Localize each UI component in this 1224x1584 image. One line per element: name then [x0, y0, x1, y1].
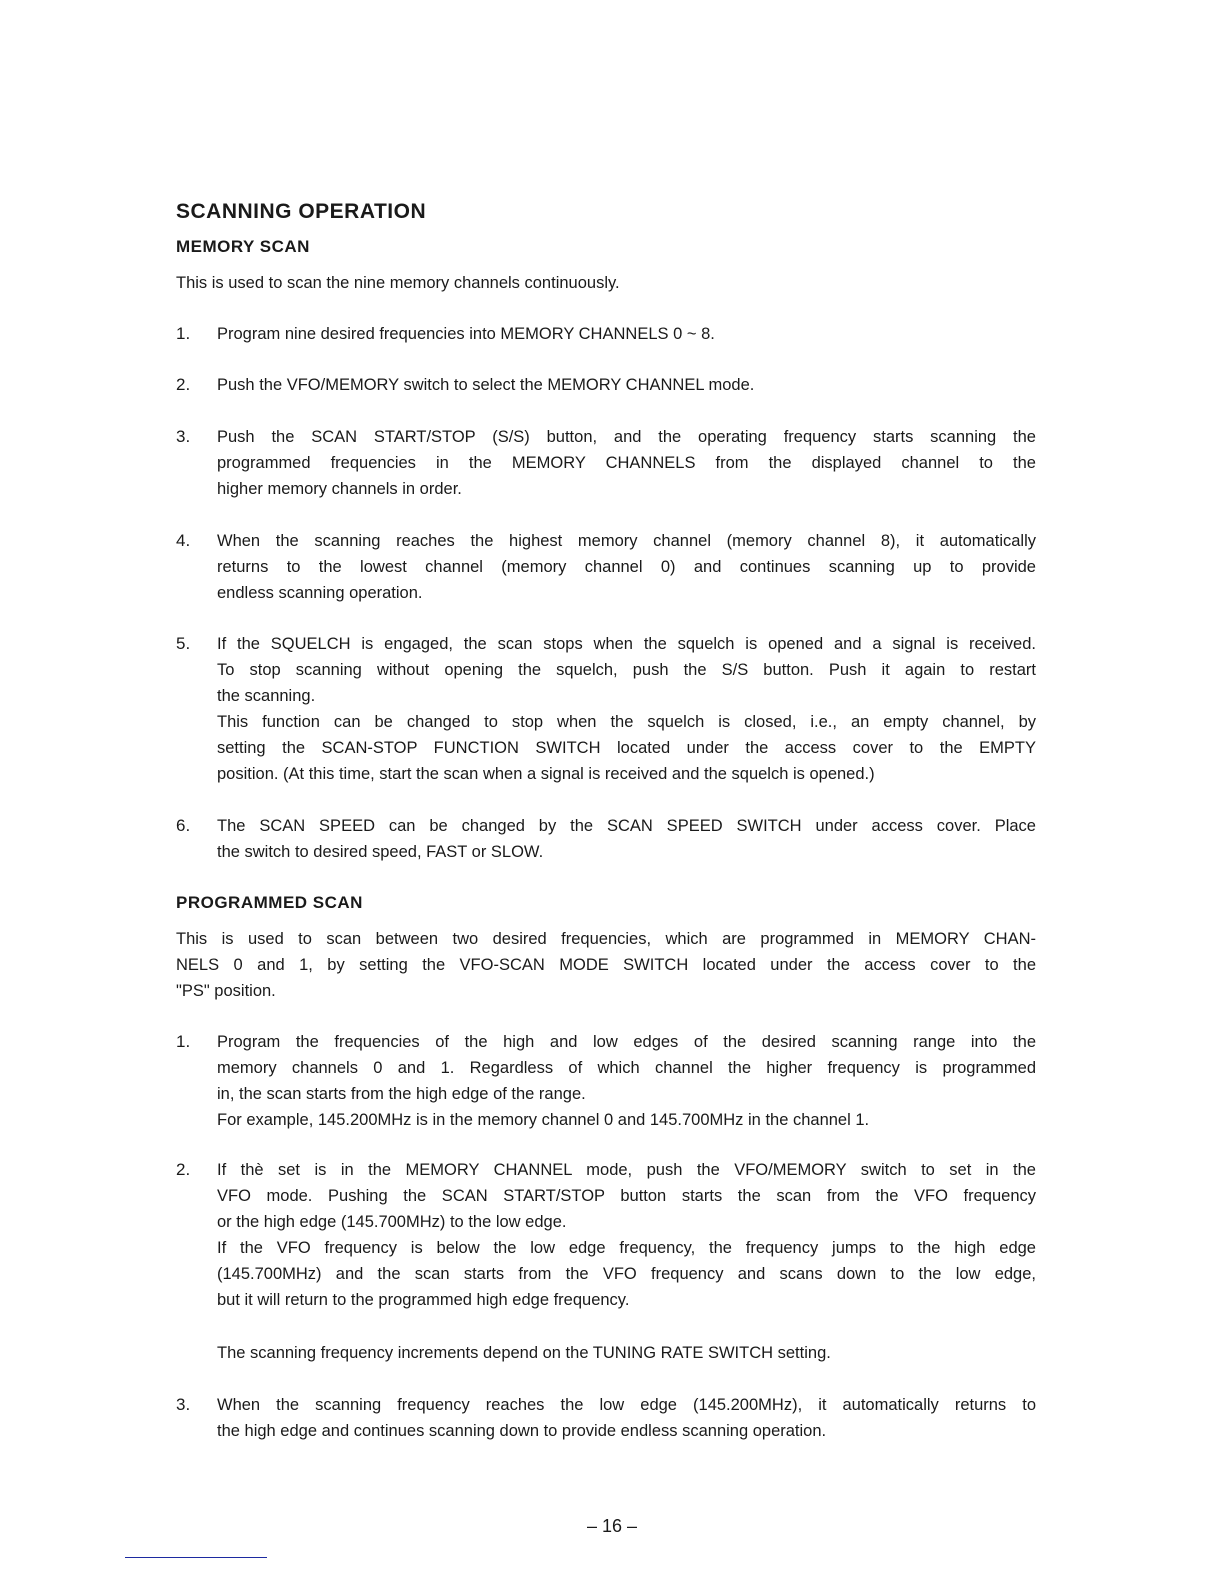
text-line: in, the scan starts from the high edge of the range. [217, 1085, 586, 1103]
paragraph [217, 813, 1036, 865]
text-line: If the SQUELCH is engaged, the scan stops when the squelch is opened and a signal is received. [217, 635, 1036, 653]
list-item-number: 6. [176, 816, 191, 835]
paragraph [217, 424, 1036, 502]
paragraph [217, 372, 1036, 398]
paragraph [217, 1029, 1036, 1107]
list-item-number: 3. [176, 427, 191, 446]
text-line: NELS 0 and 1, by setting the VFO-SCAN MODE SWITCH located under the access cover to the [176, 956, 1036, 974]
paragraph [217, 321, 1036, 347]
list-item-number: 3. [176, 1395, 191, 1414]
text-line: The scanning frequency increments depend on the TUNING RATE SWITCH setting. [217, 1344, 831, 1362]
text-line: VFO mode. Pushing the SCAN START/STOP button starts the scan from the VFO frequency [217, 1187, 1036, 1205]
text-line: setting the SCAN-STOP FUNCTION SWITCH located under the access cover to the EMPTY [217, 739, 1036, 757]
list-item-number: 1. [176, 324, 191, 343]
text-line: When the scanning frequency reaches the low edge (145.200MHz), it automatically returns to [217, 1396, 1036, 1414]
text-line: If thè set is in the MEMORY CHANNEL mode, push the VFO/MEMORY switch to set in the [217, 1161, 1036, 1179]
page-title: SCANNING OPERATION [176, 200, 427, 223]
text-line: This is used to scan the nine memory channels continuously. [176, 274, 620, 292]
list-item-number: 2. [176, 1160, 191, 1179]
text-line: or the high edge (145.700MHz) to the low edge. [217, 1213, 567, 1231]
paragraph [176, 270, 1036, 296]
text-line: the high edge and continues scanning down to provide endless scanning operation. [217, 1422, 827, 1440]
text-line: the switch to desired speed, FAST or SLOW. [217, 843, 544, 861]
text-line: but it will return to the programmed high edge frequency. [217, 1291, 630, 1309]
paragraph [217, 1157, 1036, 1235]
text-line: position. (At this time, start the scan when a signal is received and the squelch is opened.) [217, 765, 875, 783]
text-line: This is used to scan between two desired frequencies, which are programmed in MEMORY CHAN- [176, 930, 1036, 948]
text-line: "PS" position. [176, 982, 276, 1000]
text-line: higher memory channels in order. [217, 480, 462, 498]
text-line: The SCAN SPEED can be changed by the SCAN SPEED SWITCH under access cover. Place [217, 817, 1036, 835]
paragraph [217, 528, 1036, 606]
section-heading-programmed-scan: PROGRAMMED SCAN [176, 893, 363, 912]
paragraph [217, 709, 1036, 787]
paragraph [217, 1235, 1036, 1313]
footer-rule [125, 1557, 267, 1558]
text-line: endless scanning operation. [217, 584, 423, 602]
text-line: returns to the lowest channel (memory channel 0) and continues scanning up to provide [217, 558, 1036, 576]
paragraph [217, 1107, 1036, 1133]
paragraph [217, 1340, 1036, 1366]
text-line: When the scanning reaches the highest memory channel (memory channel 8), it automatically [217, 532, 1036, 550]
text-line: programmed frequencies in the MEMORY CHANNELS from the displayed channel to the [217, 454, 1036, 472]
paragraph [217, 1392, 1036, 1444]
text-line: the scanning. [217, 687, 316, 705]
paragraph [217, 631, 1036, 709]
list-item-number: 2. [176, 375, 191, 394]
section-heading-memory-scan: MEMORY SCAN [176, 237, 310, 256]
text-line: memory channels 0 and 1. Regardless of which channel the higher frequency is programmed [217, 1059, 1036, 1077]
text-line: Program nine desired frequencies into MEMORY CHANNELS 0 ~ 8. [217, 325, 715, 343]
text-line: Push the SCAN START/STOP (S/S) button, and the operating frequency starts scanning the [217, 428, 1036, 446]
page-number: – 16 – [586, 1516, 638, 1536]
list-item-number: 1. [176, 1032, 191, 1051]
text-line: Push the VFO/MEMORY switch to select the MEMORY CHANNEL mode. [217, 376, 755, 394]
text-line: For example, 145.200MHz is in the memory channel 0 and 145.700MHz in the channel 1. [217, 1111, 870, 1129]
paragraph [176, 926, 1036, 1004]
text-line: This function can be changed to stop when the squelch is closed, i.e., an empty channel, by [217, 713, 1036, 731]
list-item-number: 5. [176, 634, 191, 653]
text-line: Program the frequencies of the high and low edges of the desired scanning range into the [217, 1033, 1036, 1051]
text-line: If the VFO frequency is below the low edge frequency, the frequency jumps to the high edge [217, 1239, 1036, 1257]
text-line: (145.700MHz) and the scan starts from the VFO frequency and scans down to the low edge, [217, 1265, 1036, 1283]
list-item-number: 4. [176, 531, 191, 550]
text-line: To stop scanning without opening the squelch, push the S/S button. Push it again to restart [217, 661, 1036, 679]
